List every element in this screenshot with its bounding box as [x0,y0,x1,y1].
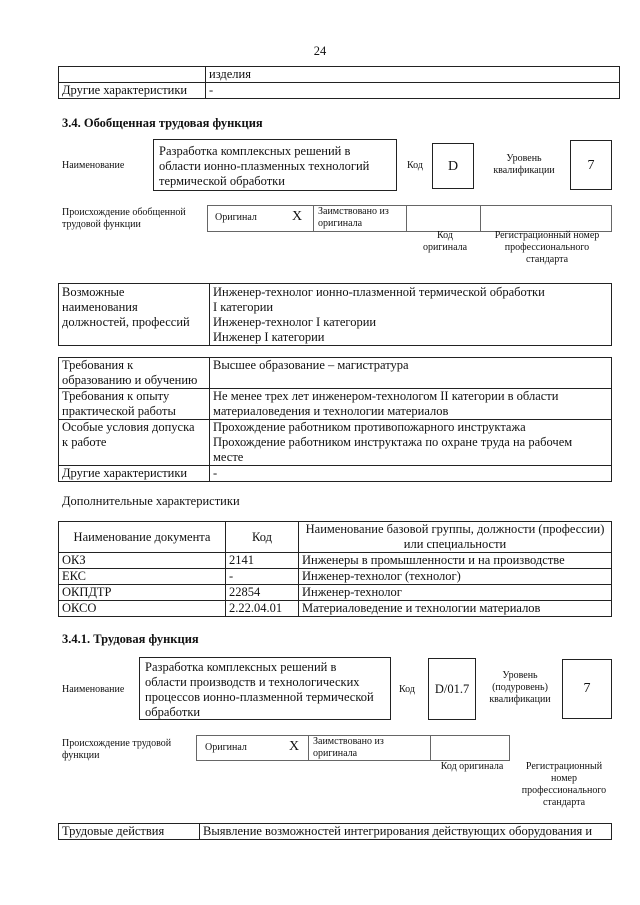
function-name-box [139,657,391,720]
code-box [432,143,474,189]
column-header: Наименование документа [59,522,226,553]
doc-group: Инженеры в промышленности и на производстве [299,553,612,569]
borrowed-label: Заимствовано из оригинала [318,206,389,229]
column-header: Код [226,522,299,553]
table-row [59,601,612,617]
table-row [59,569,612,585]
origin-divider [430,735,431,761]
origin-divider [480,205,481,232]
doc-name: ОКПДТР [59,585,226,601]
positions-label: Возможные наименования должностей, профессий [59,284,210,346]
level-box [570,140,612,190]
table-row [59,553,612,569]
level-box [562,659,612,719]
table-row [59,824,612,840]
code-label: Код [407,160,423,171]
additional-table [58,521,612,617]
doc-code: 22854 [226,585,299,601]
original-mark: X [292,209,303,224]
actions-table [58,823,612,840]
table-row [59,358,612,389]
name-label: Наименование [62,684,125,695]
table-row [59,83,620,99]
doc-code: - [226,569,299,585]
code-original-caption: Код оригинала [422,230,468,253]
subsection-heading: 3.4.1. Трудовая функция [62,632,199,646]
code-value: D/01.7 [434,682,470,696]
reg-number-caption: Регистрационный номер профессионального стандарта [521,761,607,808]
table-row [59,420,612,466]
code-box [428,658,476,720]
original-label: Оригинал [215,212,257,223]
doc-code: 2141 [226,553,299,569]
origin-divider [406,205,407,232]
table-row [59,466,612,482]
actions-label: Трудовые действия [59,824,200,840]
level-value: 7 [583,681,591,696]
top-table [58,66,620,99]
doc-name: ОКСО [59,601,226,617]
table-row [59,284,612,346]
origin-label: Происхождение обобщенной трудовой функции [62,207,186,230]
table-row [59,585,612,601]
origin-divider [313,205,314,232]
level-value: 7 [587,158,595,173]
table-row [59,389,612,420]
additional-title: Дополнительные характеристики [62,494,240,508]
doc-group: Инженер-технолог [299,585,612,601]
level-label: Уровень (подуровень) квалификации [489,670,551,705]
borrowed-label: Заимствовано из оригинала [313,736,384,759]
requirement-value: Не менее трех лет инженером-технологом II категории в области материаловедения и технологии материалов [210,389,612,420]
original-label: Оригинал [205,742,247,753]
reg-number-caption: Регистрационный номер профессионального стандарта [494,230,600,265]
product-cell: изделия [206,67,620,83]
requirement-label: Особые условия допуска к работе [59,420,210,466]
requirement-label: Другие характеристики [59,466,210,482]
requirements-table [58,357,612,482]
origin-row-box [207,205,612,232]
requirement-value: - [210,466,612,482]
page-number: 24 [313,44,327,58]
function-name-value: Разработка комплексных решений в области производств и технологических процессов ионно-плазменной термической обработки [145,660,374,719]
section-heading: 3.4. Обобщенная трудовая функция [62,116,263,130]
column-header: Наименование базовой группы, должности (профессии) или специальности [299,522,612,553]
other-characteristics-label: Другие характеристики [59,83,206,99]
requirement-value: Высшее образование – магистратура [210,358,612,389]
level-label: Уровень квалификации [493,153,555,176]
other-characteristics-value: - [206,83,620,99]
doc-name: ОКЗ [59,553,226,569]
original-mark: X [289,739,300,754]
requirement-label: Требования к опыту практической работы [59,389,210,420]
actions-value: Выявление возможностей интегрирования действующих оборудования и [200,824,612,840]
doc-code: 2.22.04.01 [226,601,299,617]
positions-table [58,283,612,346]
positions-value: Инженер-технолог ионно-плазменной термической обработки I категории Инженер-технолог I категории Инженер I категории [210,284,612,346]
code-value: D [447,159,459,174]
function-name-box [153,139,397,191]
name-label: Наименование [62,160,125,171]
requirement-value: Прохождение работником противопожарного инструктажа Прохождение работником инструктажа по охране труда на рабочем месте [210,420,612,466]
code-label: Код [399,684,415,695]
requirement-label: Требования к образованию и обучению [59,358,210,389]
origin-label: Происхождение трудовой функции [62,738,172,761]
doc-name: ЕКС [59,569,226,585]
table-row [59,522,612,553]
function-name-value: Разработка комплексных решений в области ионно-плазменных технологий термической обработки [159,144,370,188]
origin-divider [308,735,309,761]
table-row [59,67,620,83]
code-original-caption: Код оригинала [440,761,504,772]
doc-group: Инженер-технолог (технолог) [299,569,612,585]
doc-group: Материаловедение и технологии материалов [299,601,612,617]
